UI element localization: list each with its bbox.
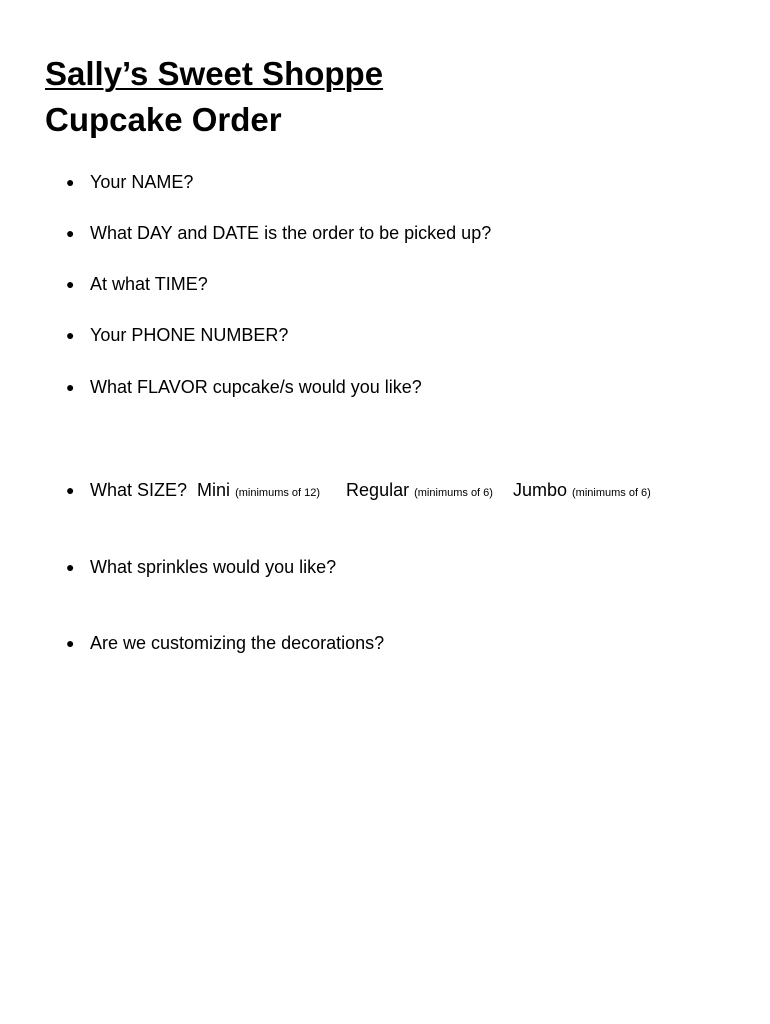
question-text: Are we customizing the decorations? bbox=[90, 633, 385, 653]
bullet-icon: ● bbox=[66, 482, 75, 498]
question-size bbox=[66, 479, 651, 504]
size-note-regular: (minimums of 6) bbox=[414, 487, 493, 499]
bullet-icon: ● bbox=[66, 327, 75, 343]
question-text: Your NAME? bbox=[90, 172, 194, 192]
question-decorations bbox=[66, 632, 384, 654]
question-text: What DAY and DATE is the order to be picked up? bbox=[90, 223, 492, 243]
question-flavor bbox=[66, 376, 422, 398]
size-option-mini: Mini bbox=[197, 480, 231, 500]
size-option-regular: Regular bbox=[346, 480, 410, 500]
size-note-mini: (minimums of 12) bbox=[235, 487, 321, 499]
bullet-icon: ● bbox=[66, 559, 75, 575]
bullet-icon: ● bbox=[66, 379, 75, 395]
question-sprinkles bbox=[66, 556, 336, 578]
bullet-icon: ● bbox=[66, 174, 75, 190]
bullet-icon: ● bbox=[66, 225, 75, 241]
form-subtitle: Cupcake Order bbox=[45, 101, 282, 138]
question-text: What sprinkles would you like? bbox=[90, 557, 337, 577]
bullet-icon: ● bbox=[66, 635, 75, 651]
bullet-icon: ● bbox=[66, 276, 75, 292]
question-text: At what TIME? bbox=[90, 274, 208, 294]
size-note-jumbo: (minimums of 6) bbox=[572, 487, 651, 499]
question-name bbox=[66, 171, 193, 193]
size-prompt: What SIZE? bbox=[90, 480, 188, 500]
question-pickup-date bbox=[66, 222, 491, 244]
size-option-jumbo: Jumbo bbox=[512, 480, 567, 500]
question-text: What FLAVOR cupcake/s would you like? bbox=[90, 377, 422, 397]
question-phone bbox=[66, 324, 288, 346]
shop-title: Sally’s Sweet Shoppe bbox=[45, 55, 384, 92]
question-time bbox=[66, 273, 208, 295]
question-text: Your PHONE NUMBER? bbox=[90, 325, 289, 345]
